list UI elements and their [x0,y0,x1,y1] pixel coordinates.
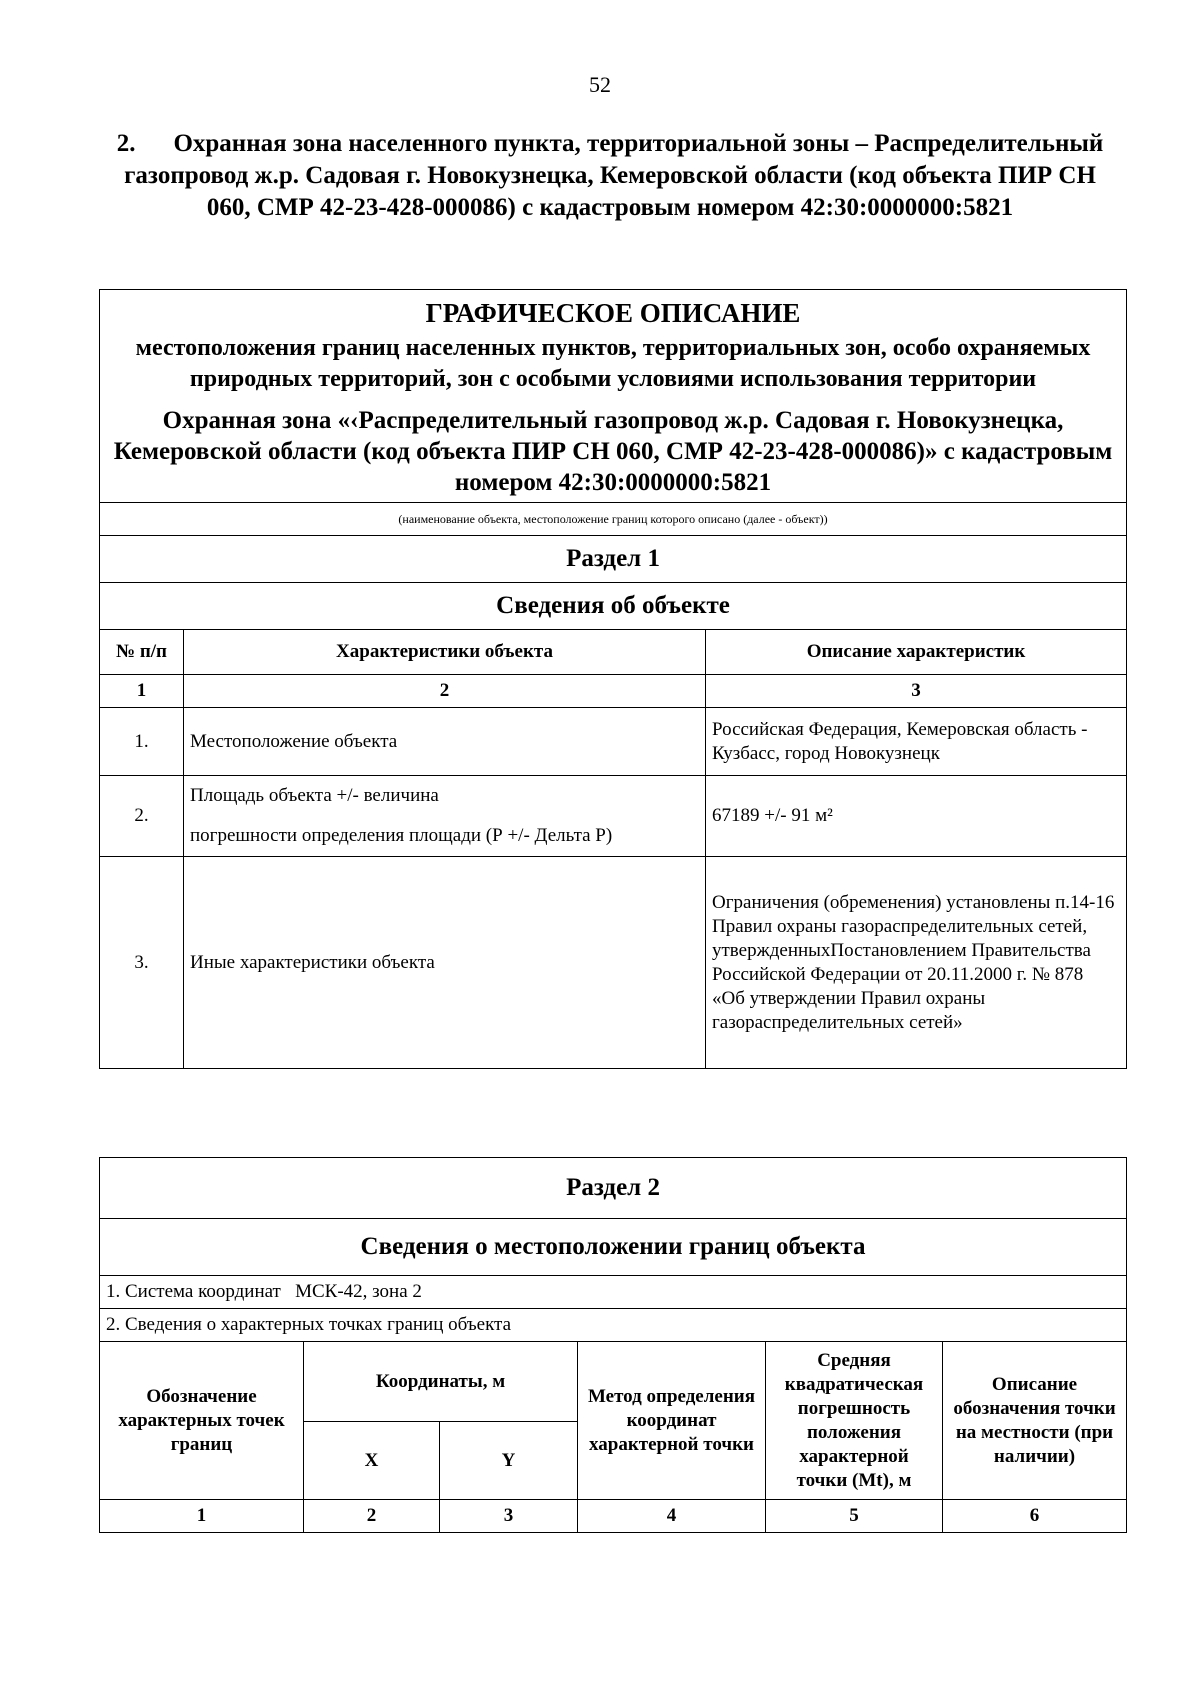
header-x: X [304,1422,440,1500]
row-number: 3. [100,857,184,1069]
description-title: ГРАФИЧЕСКОЕ ОПИСАНИЕ [425,298,801,328]
row-number: 1. [100,708,184,776]
points-info: 2. Сведения о характерных точках границ объекта [100,1309,1127,1342]
header-coordinates: Координаты, м [304,1342,578,1422]
section1-subtitle: Сведения об объекте [100,583,1127,630]
coordinate-system: 1. Система координат МСК-42, зона 2 [100,1276,1127,1309]
col-number: 2 [184,675,706,708]
section2-subtitle: Сведения о местоположении границ объекта [100,1219,1127,1276]
table-row [100,776,1127,857]
row-description: 67189 +/- 91 м² [706,776,1127,857]
table-row [100,708,1127,776]
header-error: Средняя квадратическая погрешность положения характерной точки (Mt), м [766,1342,943,1500]
object-caption: (наименование объекта, местоположение границ которого описано (далее - объект)) [100,503,1127,536]
col-number: 1 [100,675,184,708]
col-number: 1 [100,1500,304,1533]
section-heading [110,128,1110,224]
section2-title: Раздел 2 [100,1158,1127,1219]
row-description: Российская Федерация, Кемеровская область - Кузбасс, город Новокузнецк [706,708,1127,776]
section1-title: Раздел 1 [100,536,1127,583]
col-number: 3 [706,675,1127,708]
heading-number: 2. [116,130,136,157]
header-method: Метод определения координат характерной точки [578,1342,766,1500]
graphic-description-block [100,290,1127,503]
row-characteristic: Иные характеристики объекта [184,857,706,1069]
page-number: 52 [589,72,611,97]
row-characteristic [184,776,706,857]
heading-text: Охранная зона населенного пункта, территориальной зоны – Распределительный газопровод ж.р. Садовая г. Новокузнецка, Кемеровской области (код объекта ПИР СН 060, СМР 42-23-428-000086) с кадастровым номером 42:30:0000000:5821 [124,130,1104,221]
col-number: 2 [304,1500,440,1533]
section1-table [99,289,1127,1069]
header-num: № п/п [100,630,184,675]
section2-table [99,1157,1127,1533]
header-y: Y [440,1422,578,1500]
table-row [100,857,1127,1069]
row-number: 2. [100,776,184,857]
header-point-description: Описание обозначения точки на местности (при наличии) [943,1342,1127,1500]
characteristic-line: Площадь объекта +/- величина [190,785,439,806]
object-name: Охранная зона «‹Распределительный газопровод ж.р. Садовая г. Новокузнецка, Кемеровской области (код объекта ПИР СН 060, СМР 42-23-428-000086)» с кадастровым номером 42:30:0000000:5821 [113,407,1113,496]
col-number: 3 [440,1500,578,1533]
characteristic-line: погрешности определения площади (Р +/- Дельта Р) [190,825,613,846]
description-subtitle: местоположения границ населенных пунктов, территориальных зон, особо охраняемых природных территорий, зон с особыми условиями использования территории [135,335,1091,392]
col-number: 4 [578,1500,766,1533]
row-description: Ограничения (обременения) установлены п.14-16 Правил охраны газораспределительных сетей, утвержденныхПостановлением Правительства Российской Федерации от 20.11.2000 г. № 878 «Об утверждении Правил охраны газораспределительных сетей» [706,857,1127,1069]
header-point-designation: Обозначение характерных точек границ [100,1342,304,1500]
header-characteristic: Характеристики объекта [184,630,706,675]
col-number: 6 [943,1500,1127,1533]
header-description: Описание характеристик [706,630,1127,675]
row-characteristic: Местоположение объекта [184,708,706,776]
col-number: 5 [766,1500,943,1533]
